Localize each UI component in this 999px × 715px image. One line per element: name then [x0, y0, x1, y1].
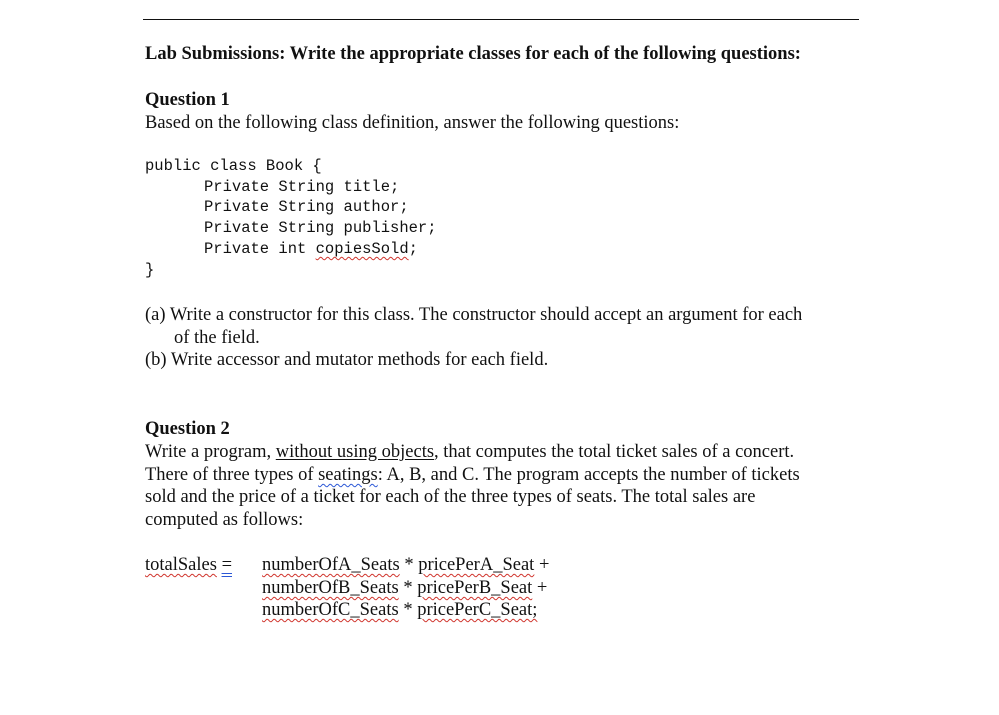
formula-price-a: pricePerA_Seat — [418, 555, 535, 575]
part-a-line1: (a) Write a constructor for this class. The constructor should accept an argument for each — [145, 305, 803, 325]
formula-op: * — [398, 578, 418, 598]
question2-line2 — [145, 464, 800, 487]
q2-line1-prefix: Write a program, — [145, 442, 276, 462]
question2-line3: sold and the price of a ticket for each of the three types of seats. The total sales are — [145, 487, 756, 507]
formula-equals: = — [221, 555, 232, 575]
formula-number-c: numberOfC_Seats — [262, 600, 399, 620]
code-line-class: public class Book { — [145, 157, 322, 175]
page-heading: Lab Submissions: Write the appropriate classes for each of the following questions: — [145, 44, 801, 64]
question2-line1 — [145, 441, 794, 464]
formula-total-sales: totalSales — [145, 555, 217, 575]
question2-title: Question 2 — [145, 419, 230, 439]
code-line-copies-suffix: ; — [408, 240, 418, 258]
question1-intro: Based on the following class definition, answer the following questions: — [145, 113, 680, 133]
formula-op: * — [398, 600, 418, 620]
q2-line2-suffix: : A, B, and C. The program accepts the number of tickets — [377, 465, 800, 485]
formula-row3 — [262, 599, 537, 622]
code-line-title: Private String title; — [204, 178, 400, 196]
formula-row2 — [262, 577, 547, 600]
q2-line2-prefix: There of three types of — [145, 465, 319, 485]
code-line-copies-prefix: Private int — [204, 240, 316, 258]
formula-price-c: pricePerC_Seat; — [417, 600, 538, 620]
question1-part-a — [145, 304, 802, 349]
formula-lhs — [145, 554, 232, 577]
q2-seatings-word: seatings — [318, 465, 378, 485]
formula-number-a: numberOfA_Seats — [262, 555, 400, 575]
code-copies-sold-identifier: copiesSold — [315, 240, 409, 258]
code-line-close: } — [145, 261, 155, 279]
formula-op: * — [399, 555, 419, 575]
question2-line4: computed as follows: — [145, 510, 304, 530]
code-line-author: Private String author; — [204, 198, 409, 216]
top-divider — [143, 19, 859, 20]
formula-price-b: pricePerB_Seat — [417, 578, 533, 598]
code-line-copies-sold — [204, 239, 418, 260]
question1-part-b: (b) Write accessor and mutator methods for each field. — [145, 350, 549, 370]
formula-number-b: numberOfB_Seats — [262, 578, 399, 598]
formula-row1 — [262, 554, 549, 577]
question1-title: Question 1 — [145, 90, 230, 110]
q2-line1-suffix: , that computes the total ticket sales of a concert. — [434, 442, 795, 462]
formula-plus: + — [534, 555, 550, 575]
q2-without-objects: without using objects — [275, 442, 435, 462]
formula-plus: + — [532, 578, 548, 598]
part-a-line2: of the field. — [174, 327, 260, 348]
code-line-publisher: Private String publisher; — [204, 219, 437, 237]
